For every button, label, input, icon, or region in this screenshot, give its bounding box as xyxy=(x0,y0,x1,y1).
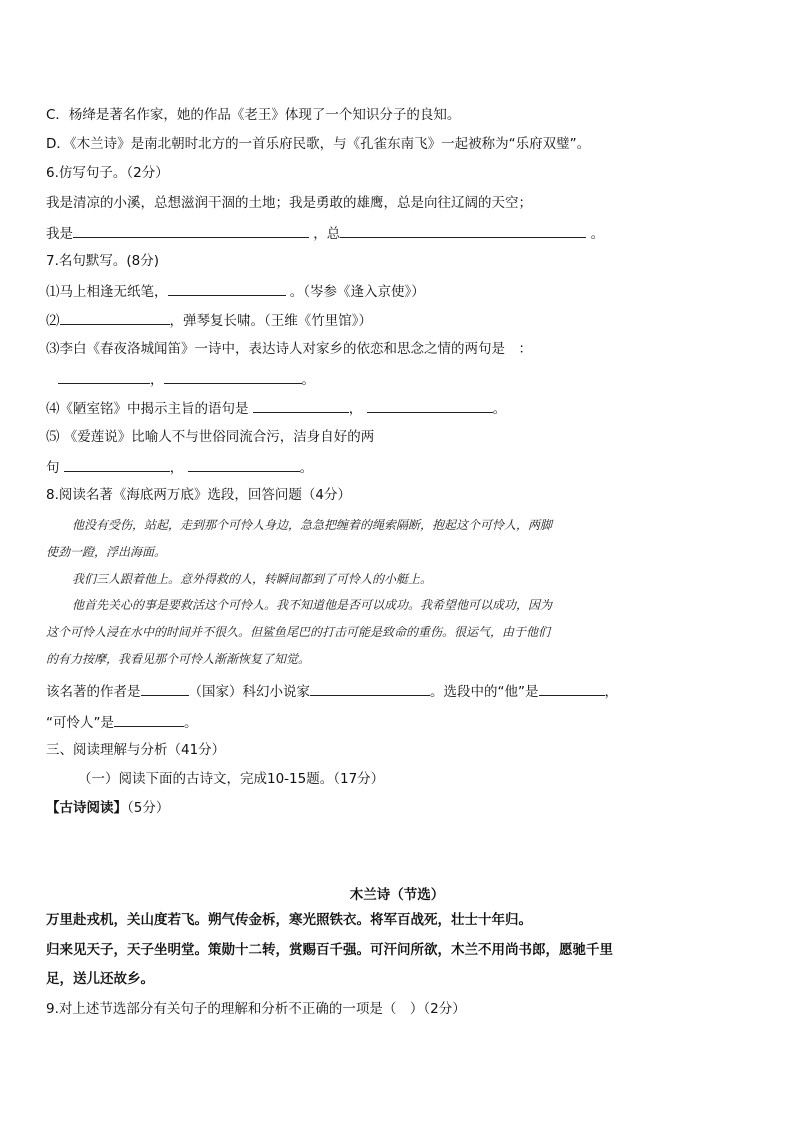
q7-item-4 xyxy=(46,398,506,418)
q7-item-3-period: 。 xyxy=(301,372,315,388)
q8-question-1 xyxy=(46,681,618,701)
ancient-poem-heading xyxy=(46,799,169,817)
q7-item-3: ⑶李白《春夜洛城闻笛》一诗中，表达诗人对家乡的依恋和思念之情的两句是 ： xyxy=(46,341,532,357)
option-d: D．《木兰诗》是南北朝时北方的一首乐府民歌，与《孔雀东南飞》一起被称为“乐府双璧”。 xyxy=(46,136,591,152)
q8-q-d: ， xyxy=(604,684,618,700)
q6-title: 6.仿写句子。（2分） xyxy=(46,165,169,181)
q7-item-5: ⑸ 《爱莲说》比喻人不与世俗同流合污，洁身自好的两 xyxy=(46,429,375,445)
q7-item-3-answer xyxy=(58,369,315,389)
poem-line-3: 足，送儿还故乡。 xyxy=(46,971,154,987)
q6-mid: ，总 xyxy=(313,226,341,242)
q7-blank-4b[interactable] xyxy=(367,398,493,413)
q8-passage-p3a: 他首先关心的事是要救活这个可怜人。我不知道他是否可以成功。我希望他可以成功，因为 xyxy=(72,598,553,612)
q7-item-2-prefix: ⑵ xyxy=(46,313,60,329)
q7-blank-1[interactable] xyxy=(168,281,286,296)
q7-item-3-comma: ， xyxy=(150,372,164,388)
q7-blank-3a[interactable] xyxy=(58,369,150,384)
q7-item-1 xyxy=(46,281,425,301)
q8-passage-p1b: 使劲一蹬，浮出海面。 xyxy=(46,545,167,559)
q6-blank-2[interactable] xyxy=(340,223,586,238)
q8-passage-p3b: 这个可怜人浸在水中的时间并不很久。但鲨鱼尾巴的打击可能是致命的重伤。很运气，由于他们 xyxy=(46,625,551,639)
q7-blank-5b[interactable] xyxy=(188,457,300,472)
q8-q-f: 。 xyxy=(184,715,198,731)
q6-answer-line xyxy=(46,223,604,243)
poem-title: 木兰诗（节选） xyxy=(349,887,445,903)
q7-item-4-text: ⑷《陋室铭》中揭示主旨的语句是 xyxy=(46,401,249,417)
q8-passage-p2: 我们三人跟着他上。意外得救的人，转瞬间都到了可怜人的小艇上。 xyxy=(72,572,433,586)
q8-blank-author[interactable] xyxy=(310,681,430,696)
q8-q-c: 。选段中的“他”是 xyxy=(430,684,539,700)
q8-blank-poor-man[interactable] xyxy=(114,712,184,727)
q7-item-1-prefix: ⑴马上相逢无纸笔， xyxy=(46,284,168,300)
q8-passage-p3c: 的有力按摩，我看见那个可怜人渐渐恢复了知觉。 xyxy=(46,652,311,666)
q7-title: 7.名句默写。(8分) xyxy=(46,253,160,269)
q7-blank-2[interactable] xyxy=(60,310,170,325)
ancient-poem-tag: 【古诗阅读】 xyxy=(46,800,127,816)
section-3-title: 三、阅读理解与分析（41分） xyxy=(46,742,226,758)
q7-item-5-period: 。 xyxy=(299,460,314,476)
q7-blank-3b[interactable] xyxy=(164,369,302,384)
q7-item-5-cont: 句 xyxy=(46,460,60,476)
q8-q-b: （国家）科幻小说家 xyxy=(188,684,310,700)
option-c: C．杨绛是著名作家，她的作品《老王》体现了一个知识分子的良知。 xyxy=(46,107,461,123)
q7-item-5-answer xyxy=(46,457,313,477)
q8-blank-he[interactable] xyxy=(539,681,605,696)
q7-item-4-period: 。 xyxy=(492,401,507,417)
q6-blank-1[interactable] xyxy=(73,223,309,238)
q6-prefix: 我是 xyxy=(46,226,73,242)
q8-question-2 xyxy=(46,712,198,732)
q7-item-2-suffix: ，弹琴复长啸。（王维《竹里馆》） xyxy=(169,313,372,329)
q6-example: 我是清凉的小溪，总想滋润干涸的土地；我是勇敢的雄鹰，总是向往辽阔的天空； xyxy=(46,195,532,211)
q8-passage-p1a: 他没有受伤，站起，走到那个可怜人身边，急急把缠着的绳索隔断，抱起这个可怜人，两脚 xyxy=(72,518,553,532)
q8-blank-country[interactable] xyxy=(141,681,189,696)
q7-blank-4a[interactable] xyxy=(253,398,349,413)
q7-item-1-suffix: 。（岑参《逢入京使》） xyxy=(289,284,425,300)
q8-title: 8.阅读名著《海底两万底》选段，回答问题（4分） xyxy=(46,487,351,503)
q8-q-a: 该名著的作者是 xyxy=(46,684,141,700)
poem-line-1: 万里赴戎机，关山度若飞。朔气传金柝，寒光照铁衣。将军百战死，壮士十年归。 xyxy=(46,912,532,928)
ancient-poem-score: （5分） xyxy=(127,800,170,816)
q7-item-5-comma: ， xyxy=(169,460,184,476)
q6-end: 。 xyxy=(590,226,605,242)
q7-blank-5a[interactable] xyxy=(64,457,170,472)
section-3-subtitle: （一）阅读下面的古诗文，完成10-15题。（17分） xyxy=(78,771,385,787)
q8-q-e: “可怜人”是 xyxy=(46,715,114,731)
q7-item-4-comma: ， xyxy=(348,401,363,417)
q9-text: 9.对上述节选部分有关句子的理解和分析不正确的一项是（ ）（2分） xyxy=(46,1001,466,1017)
poem-line-2: 归来见天子，天子坐明堂。策勋十二转，赏赐百千强。可汗问所欲，木兰不用尚书郎，愿驰千里 xyxy=(46,942,613,958)
q7-item-2 xyxy=(46,310,372,330)
